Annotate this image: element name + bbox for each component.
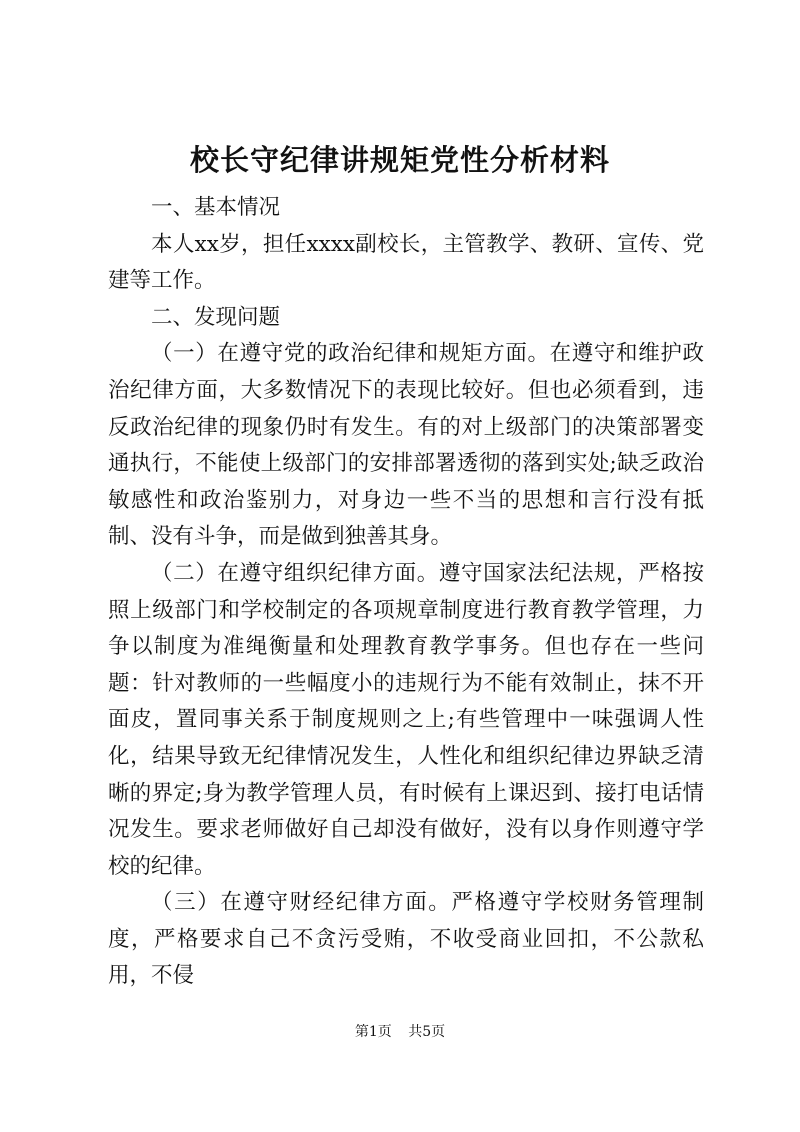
page-number-total: 共5页 [408, 1024, 446, 1040]
section-heading-problems: 二、发现问题 [151, 304, 281, 330]
paragraph-organizational-discipline: （二）在遵守组织纪律方面。遵守国家法纪法规，严格按照上级部门和学校制定的各项规章制度进行教育教学管理，力争以制度为准绳衡量和处理教育教学事务。但也存在一些问题：针对教师的一些幅度小的违规行为不能有效制止，抹不开面皮，置同事关系于制度规则之上;有些管理中一味强调人性化，结果导致无纪律情况发生，人性化和组织纪律边界缺乏清晰的界定;身为教学管理人员，有时候有上课迟到、接打电话情况发生。要求老师做好自己却没有做好，没有以身作则遵守学校的纪律。 [108, 560, 704, 879]
page-footer [0, 1022, 800, 1042]
document-body [108, 190, 704, 995]
paragraph-financial-discipline: （三）在遵守财经纪律方面。严格遵守学校财务管理制度，严格要求自己不贪污受贿，不收受商业回扣，不公款私用，不侵 [108, 890, 704, 989]
paragraph-political-discipline: （一）在遵守党的政治纪律和规矩方面。在遵守和维护政治纪律方面，大多数情况下的表现比较好。但也必须看到，违反政治纪律的现象仍时有发生。有的对上级部门的决策部署变通执行，不能使上级部门的安排部署透彻的落到实处;缺乏政治敏感性和政治鉴别力，对身边一些不当的思想和言行没有抵制、没有斗争，而是做到独善其身。 [108, 341, 704, 550]
paragraph-basic-info: 本人xx岁，担任xxxx副校长，主管教学、教研、宣传、党建等工作。 [108, 231, 704, 294]
page-number-current: 第1页 [354, 1024, 392, 1040]
section-heading-basic-info: 一、基本情况 [151, 195, 281, 220]
document-title: 校长守纪律讲规矩党性分析材料 [189, 143, 610, 177]
